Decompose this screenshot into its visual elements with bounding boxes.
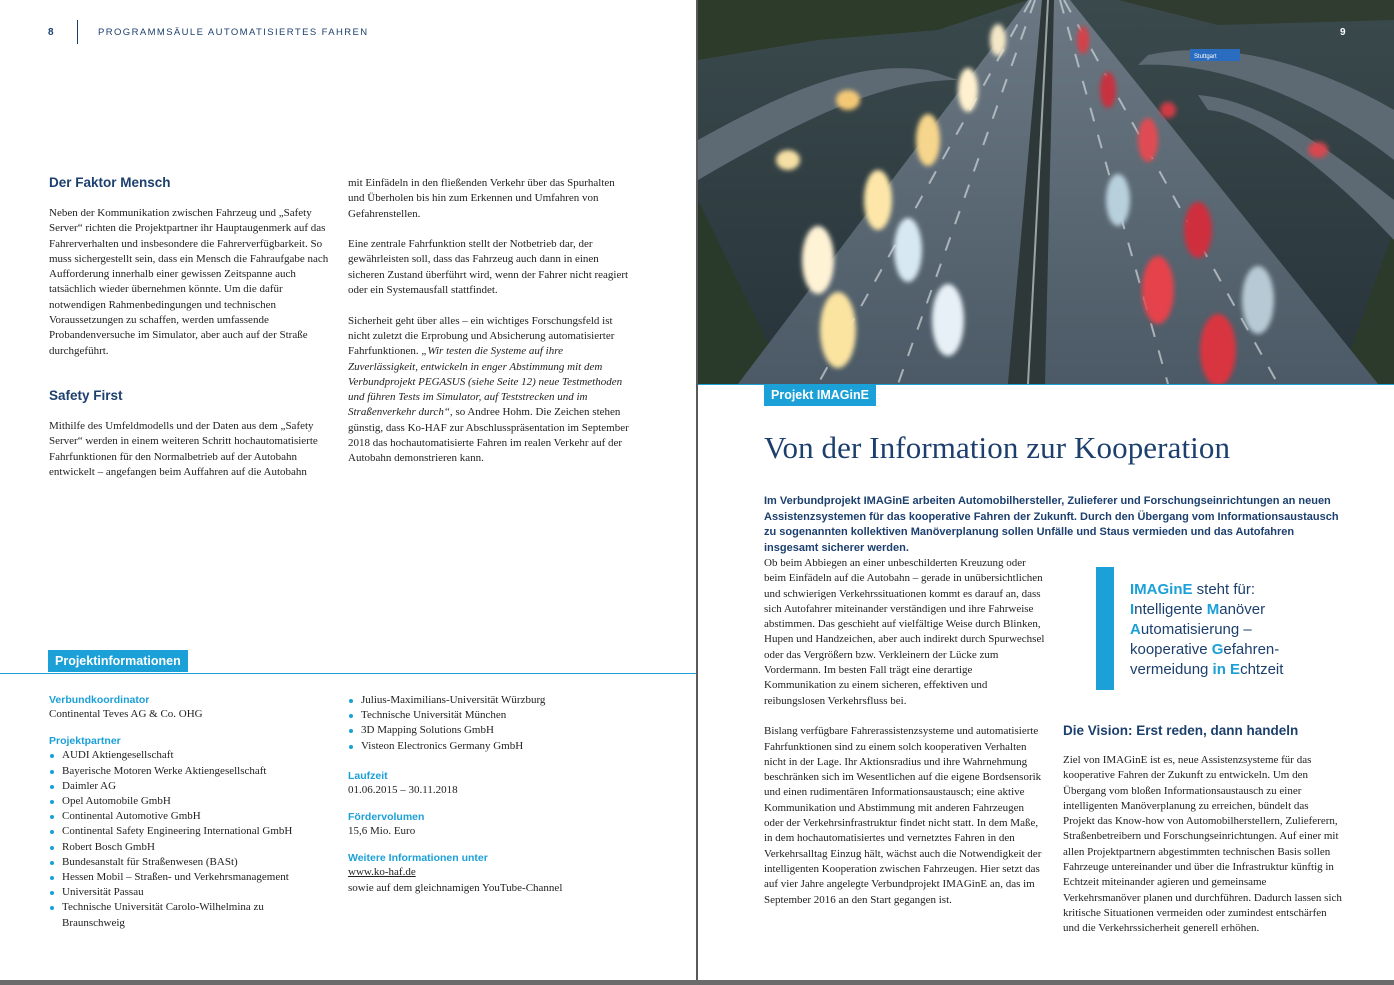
left-page bbox=[0, 0, 696, 985]
info-divider bbox=[0, 673, 696, 674]
section-title-faktor-mensch: Der Faktor Mensch bbox=[49, 175, 171, 190]
quote: „Wir testen die Systeme auf ihre Zuverlässigkeit, entwickeln in enger Abstimmung mit dem Verbundprojekt PEGASUS (siehe Seite 12) neue Testmethoden und führen Tests im Simulator, auf Teststrecken und im Straßenverkehr durch“, bbox=[348, 345, 623, 419]
column-two-text bbox=[348, 176, 630, 482]
highlight-bar bbox=[1096, 567, 1114, 690]
more-info-label: Weitere Informationen unter bbox=[348, 852, 488, 865]
highway-photo bbox=[698, 0, 1394, 384]
project-info-tag: Projektinformationen bbox=[48, 650, 188, 672]
box-text: vermeidung bbox=[1130, 661, 1213, 678]
list-item: Bundesanstalt für Straßenwesen (BASt) bbox=[49, 855, 339, 870]
list-item: Julius-Maximilians-Universität Würzburg bbox=[348, 693, 648, 708]
partners-label: Projektpartner bbox=[49, 735, 121, 748]
paragraph: Neben der Kommunikation zwischen Fahrzeug und „Safety Server“ richten die Projektpartner ihr Hauptaugenmerk auf das Fahrerverhalten und insbesondere die Fahrerverfügbarkeit. So muss sichergestellt sein, dass ein Mensch die Fahraufgabe nach Aufforderung innerhalb einer gewissen Zeitspanne auch tatsächlich wieder übernehmen könnte. Um die dafür notwendigen Rahmenbedingungen und technischen Voraussetzungen zu schaffen, werden umfassende Probandenversuche im Simulator, aber auch auf der Straße durchgeführt. bbox=[49, 207, 329, 357]
list-item: Continental Automotive GmbH bbox=[49, 809, 339, 824]
section-text-safety-first bbox=[49, 419, 331, 495]
page-headline: Von der Information zur Kooperation bbox=[764, 430, 1231, 465]
more-info-link[interactable] bbox=[348, 865, 648, 880]
list-item: Visteon Electronics Germany GmbH bbox=[348, 739, 648, 754]
box-text: steht für: bbox=[1192, 581, 1256, 598]
coordinator-value: Continental Teves AG & Co. OHG bbox=[49, 708, 203, 720]
box-highlight: M bbox=[1206, 601, 1220, 618]
header-divider bbox=[77, 20, 78, 44]
list-item: AUDI Aktiengesellschaft bbox=[49, 748, 339, 763]
list-item: Technische Universität Carolo-Wilhelmina zu Braunschweig bbox=[49, 900, 319, 930]
imagine-acronym-box bbox=[1130, 580, 1283, 680]
highway-illustration bbox=[698, 0, 1394, 384]
text-run: Sicherheit geht über alles – ein wichtiges Forschungsfeld ist nicht zuletzt die Erprobung und Absicherung automatisierter Fahrfunktionen. bbox=[348, 314, 615, 358]
paragraph: Bislang verfügbare Fahrerassistenzsysteme und automatisierte Fahrfunktionen sind zu einem solch kooperativen Verhalten nicht in der Lage. Ihr Aktionsradius und ihre Wahrnehmung beschränken sich im Wesentlichen auf die eigene Bordsensorik und einen rudimentären Informationsaustausch; eine aktive Kommunikation und Abstimmung mit anderen Fahrzeugen oder der Verkehrsinfrastruktur findet nicht statt. In dem Maße, in dem hochautomatisiertes und vernetztes Fahren in den Verkehrsalltag Einzug hält, wächst auch die Notwendigkeit der intelligenten Kooperation zwischen Fahrzeugen. Hier setzt das auf vier Jahre angelegte Verbundprojekt IMAGinE an, das im September 2016 an den Start gegangen ist. bbox=[764, 725, 1042, 906]
paragraph: mit Einfädeln in den fließenden Verkehr über das Spurhalten und Überholen bis hin zum Erkennen und Umfahren von Gefahrenstellen. bbox=[348, 177, 615, 220]
page-number-right: 9 bbox=[1340, 27, 1346, 38]
box-line bbox=[1130, 580, 1283, 600]
partners-list bbox=[49, 748, 339, 930]
list-item: Daimler AG bbox=[49, 779, 339, 794]
list-item: Continental Safety Engineering International GmbH bbox=[49, 824, 339, 839]
funding-label: Fördervolumen bbox=[348, 811, 425, 824]
bottom-edge bbox=[0, 980, 1394, 985]
list-item: Opel Automobile GmbH bbox=[49, 794, 339, 809]
list-item: 3D Mapping Solutions GmbH bbox=[348, 723, 648, 738]
vision-title: Die Vision: Erst reden, dann handeln bbox=[1063, 723, 1299, 738]
box-highlight: A bbox=[1130, 621, 1141, 638]
box-text: chtzeit bbox=[1240, 661, 1284, 678]
website-link[interactable]: www.ko-haf.de bbox=[348, 866, 416, 879]
box-text: ntelligente bbox=[1134, 601, 1207, 618]
info-column-1 bbox=[49, 693, 339, 931]
box-line bbox=[1130, 600, 1283, 620]
page-number-left: 8 bbox=[48, 27, 55, 38]
box-text: efahren- bbox=[1223, 641, 1280, 658]
coordinator-label: Verbundkoordinator bbox=[49, 694, 150, 706]
sign-text: Stuttgart bbox=[1194, 54, 1217, 60]
more-info-text: sowie auf dem gleichnamigen YouTube-Channel bbox=[348, 881, 563, 894]
box-text: kooperative bbox=[1130, 641, 1212, 658]
list-item: Robert Bosch GmbH bbox=[49, 840, 339, 855]
runtime-value: 01.06.2015 – 30.11.2018 bbox=[348, 783, 458, 796]
box-highlight: in E bbox=[1212, 661, 1241, 678]
paragraph: Eine zentrale Fahrfunktion stellt der Notbetrieb dar, der gewährleisten soll, dass das Fahrzeug auch dann in einen sicheren Zustand überführt wird, wenn der Fahrer nicht reagiert oder ein Systemausfall stattfindet. bbox=[348, 238, 629, 297]
paragraph: Mithilfe des Umfeldmodells und der Daten aus dem „Safety Server“ werden in einem weiteren Schritt hochautomatisierte Fahrfunktionen für den Normalbetrieb auf der Autobahn entwickelt – angefangen beim Auffahren auf die Autobahn bbox=[49, 420, 318, 478]
box-highlight: IMAGinE bbox=[1130, 581, 1193, 598]
section-text-faktor-mensch bbox=[49, 206, 331, 374]
project-tag: Projekt IMAGinE bbox=[764, 384, 876, 406]
paragraph: Ziel von IMAGinE ist es, neue Assistenzsysteme für das kooperative Fahren der Zukunft zu entwickeln. Um den Übergang vom bloßen Informationsaustausch zu einer intelligenten Manöverplanung zu erreichen, bündelt das Projekt das Know-how von Automobilherstellern, Zulieferern, Straßenbetreibern und Forschungseinrichtungen. Auf einer mit allen Projektpartnern abgestimmten technischen Basis sollen Fahrzeuge untereinander und über die Infrastruktur künftig in Echtzeit miteinander agieren und gemeinsame Verkehrsmanöver planen und durchführen. Dadurch lassen sich kritische Situationen vermeiden oder zumindest entschärfen und die Verkehrssicherheit generell erhöhen. bbox=[1063, 754, 1342, 935]
list-item: Universität Passau bbox=[49, 885, 339, 900]
list-item: Technische Universität München bbox=[348, 708, 648, 723]
runtime-label: Laufzeit bbox=[348, 769, 388, 782]
lead-paragraph: Im Verbundprojekt IMAGinE arbeiten Automobilhersteller, Zulieferer und Forschungseinrichtungen an neuen Assistenzsystemen für das kooperative Fahren der Zukunft. Durch den Übergang vom Informationsaustausch zu sogenannten kollektiven Manöverplanung sollen Unfälle und Staus vermieden und das Autofahren insgesamt sicherer werden. bbox=[764, 495, 1339, 554]
running-header: PROGRAMMSÄULE AUTOMATISIERTES FAHREN bbox=[98, 27, 369, 38]
box-text: anöver bbox=[1219, 601, 1266, 618]
box-highlight: I bbox=[1130, 601, 1135, 618]
box-line bbox=[1130, 640, 1283, 660]
funding-value: 15,6 Mio. Euro bbox=[348, 825, 416, 838]
right-page bbox=[698, 0, 1394, 985]
list-item: Bayerische Motoren Werke Aktiengesellschaft bbox=[49, 764, 339, 779]
box-highlight: G bbox=[1211, 641, 1224, 658]
box-text: utomatisierung – bbox=[1140, 621, 1252, 638]
box-line bbox=[1130, 660, 1283, 680]
text-run: so Andree Hohm. Die Zeichen stehen günstig, dass Ko-HAF zur Abschlusspräsentation im September 2018 das hochautomatisierte Fahren im realen Verkehr auf der Autobahn demonstrieren kann. bbox=[348, 406, 629, 465]
info-column-2 bbox=[348, 693, 648, 896]
list-item: Hessen Mobil – Straßen- und Verkehrsmanagement bbox=[49, 870, 339, 885]
partners-list-continued bbox=[348, 693, 648, 754]
vision-text bbox=[1063, 753, 1343, 952]
paragraph bbox=[348, 314, 630, 467]
right-column-one bbox=[764, 556, 1046, 923]
section-title-safety-first: Safety First bbox=[49, 388, 123, 403]
box-line bbox=[1130, 620, 1283, 640]
paragraph: Ob beim Abbiegen an einer unbeschilderten Kreuzung oder beim Einfädeln auf die Autobahn – gerade in unübersichtlichen und schwierigen Verkehrssituationen kommt es darauf an, dass sich Autofahrer miteinander verständigen und ihre Fahrweise abstimmen. Das geschieht auf vielfältige Weise durch Blinken, Hupen und Handzeichen, aber auch indirekt durch Spurwechsel oder das Vergrößern bzw. Verkleinern der Lücke zum Vordermann. Im besten Fall trägt eine derartige Kommunikation zu einem sicheren, effektiven und reibungslosen Verkehrsfluss bei. bbox=[764, 557, 1045, 707]
